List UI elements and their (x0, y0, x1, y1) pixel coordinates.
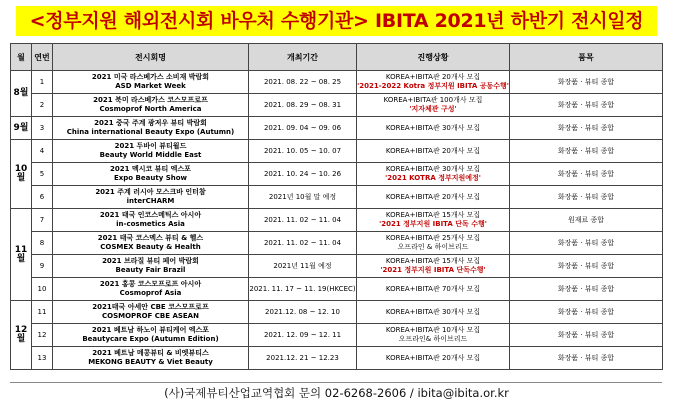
month-cell: 11월 (11, 209, 32, 301)
show-name-en: Beauty World Middle East (99, 151, 202, 159)
status-text: KOREA+IBITA관 70개사 모집 (385, 284, 481, 293)
status-text: KOREA+IBITA관 15개사 모집 (385, 257, 481, 265)
show-cell (53, 140, 249, 163)
category-cell: 화장품 · 뷰티 종합 (510, 324, 663, 347)
seq-cell: 4 (32, 140, 53, 163)
show-name-ko: 2021 브라질 뷰티 페어 박람회 (102, 257, 199, 265)
show-name-ko: 2021 북미 라스베가스 코스모프로프 (93, 96, 208, 104)
show-name-ko: 2021 중국 주계 광저우 뷰티 박람회 (94, 119, 207, 127)
category-cell: 화장품 · 뷰티 종합 (510, 255, 663, 278)
show-name-en: China international Beauty Expo (Autumn) (66, 128, 235, 136)
seq-cell: 5 (32, 163, 53, 186)
show-cell (53, 324, 249, 347)
show-name-en: Expo Beauty Show (114, 174, 187, 182)
show-cell (53, 71, 249, 94)
seq-cell: 8 (32, 232, 53, 255)
month-cell: 12월 (11, 301, 32, 370)
period-cell: 2021.12. 08 ~ 12. 10 (249, 301, 357, 324)
schedule-table (10, 43, 663, 370)
footer-divider (10, 382, 662, 383)
show-name-en: COSMOPROF CBE ASEAN (102, 312, 199, 320)
table-row (11, 163, 663, 186)
period-cell: 2021. 12. 09 ~ 12. 11 (249, 324, 357, 347)
status-text: KOREA+IBITA관 100개사 모집 (383, 96, 483, 104)
status-note: '2021 정부지원 IBITA 단독수행' (380, 266, 486, 274)
period-cell: 2021.12. 21 ~ 12.23 (249, 347, 357, 370)
category-cell: 화장품 · 뷰티 종합 (510, 94, 663, 117)
show-name-en: ASD Market Week (115, 82, 186, 90)
show-name-en: interCHARM (126, 197, 175, 205)
show-name-ko: 2021태국 아세안 CBE 코스모프로프 (92, 303, 209, 311)
month-cell: 9월 (11, 117, 32, 140)
page-title: <정부지원 해외전시회 바우처 수행기관> IBITA 2021년 하반기 전시일정 (16, 6, 657, 36)
status-text: KOREA+IBITA관 20개사 모집 (385, 146, 481, 155)
table-row (11, 186, 663, 209)
status-cell (357, 324, 510, 347)
show-name-ko: 2021 베트남 하노이 뷰티케어 엑스포 (91, 326, 210, 334)
table-row (11, 140, 663, 163)
seq-cell: 13 (32, 347, 53, 370)
category-cell: 화장품 · 뷰티 종합 (510, 71, 663, 94)
seq-cell: 11 (32, 301, 53, 324)
show-name-en: Cosmoprof North America (99, 105, 202, 113)
show-name-en: COSMEX Beauty & Health (100, 243, 201, 251)
show-name-ko: 2021 홍콩 코스모프로프 아시아 (99, 280, 202, 288)
status-cell (357, 278, 510, 301)
period-cell: 2021. 08. 22 ~ 08. 25 (249, 71, 357, 94)
show-name-en: in-cosmetics Asia (116, 220, 185, 228)
table-row (11, 278, 663, 301)
table-row (11, 71, 663, 94)
month-cell: 8월 (11, 71, 32, 117)
status-cell (357, 117, 510, 140)
category-cell: 화장품 · 뷰티 종합 (510, 232, 663, 255)
table-row (11, 94, 663, 117)
show-cell (53, 209, 249, 232)
category-cell: 화장품 · 뷰티 종합 (510, 186, 663, 209)
status-text: KOREA+IBITA관 30개사 모집 (385, 165, 481, 173)
status-cell (357, 209, 510, 232)
seq-cell: 12 (32, 324, 53, 347)
category-cell: 화장품 · 뷰티 종합 (510, 140, 663, 163)
show-cell (53, 232, 249, 255)
header-category: 품목 (510, 44, 663, 71)
show-name-ko: 2021 멕시코 뷰티 엑스포 (110, 165, 191, 173)
status-cell (357, 347, 510, 370)
status-text: KOREA+IBITA관 15개사 모집 (385, 211, 481, 219)
show-cell (53, 347, 249, 370)
period-cell: 2021. 10. 24 ~ 10. 26 (249, 163, 357, 186)
status-cell (357, 186, 510, 209)
period-cell: 2021. 10. 05 ~ 10. 07 (249, 140, 357, 163)
status-note: '지자체관 구성' (409, 105, 457, 113)
show-name-ko: 2021 미국 라스베가스 소비재 박람회 (91, 73, 210, 81)
show-name-en: Beauty Fair Brazil (115, 266, 186, 274)
status-cell (357, 163, 510, 186)
period-cell: 2021년 11월 예정 (249, 255, 357, 278)
header-seq: 연번 (32, 44, 53, 71)
status-note: '2021 정부지원 IBITA 단독 수행' (379, 220, 487, 228)
status-cell (357, 255, 510, 278)
status-text: KOREA+IBITA관 10개사 모집 (385, 326, 481, 334)
seq-cell: 7 (32, 209, 53, 232)
period-cell: 2021. 11. 02 ~ 11. 04 (249, 209, 357, 232)
status-cell (357, 140, 510, 163)
status-cell (357, 232, 510, 255)
seq-cell: 10 (32, 278, 53, 301)
show-cell (53, 163, 249, 186)
show-cell (53, 186, 249, 209)
seq-cell: 1 (32, 71, 53, 94)
contact-footer: (사)국제뷰티산업교역협회 문의 02-6268-2606 / ibita@ibita.or.kr (164, 386, 509, 400)
status-text: KOREA+IBITA관 30개사 모집 (385, 307, 481, 316)
period-cell: 2021. 11. 17 ~ 11. 19(HKCEC) (249, 278, 357, 301)
show-name-en: Cosmoprof Asia (119, 289, 182, 297)
seq-cell: 6 (32, 186, 53, 209)
seq-cell: 9 (32, 255, 53, 278)
table-row (11, 301, 663, 324)
status-text: KOREA+IBITA관 20개사 모집 (385, 192, 481, 201)
header-period: 개최기간 (249, 44, 357, 71)
header-month: 월 (11, 44, 32, 71)
table-row (11, 117, 663, 140)
status-note: 오프라인& 하이브리드 (398, 335, 468, 343)
show-cell (53, 94, 249, 117)
status-text: KOREA+IBITA관 30개사 모집 (385, 123, 481, 132)
table-row (11, 347, 663, 370)
header-show: 전시회명 (53, 44, 249, 71)
status-text: KOREA+IBITA관 20개사 모집 (385, 73, 481, 81)
show-cell (53, 301, 249, 324)
status-cell (357, 94, 510, 117)
seq-cell: 2 (32, 94, 53, 117)
period-cell: 2021. 09. 04 ~ 09. 06 (249, 117, 357, 140)
show-name-en: Beautycare Expo (Autumn Edition) (82, 335, 219, 343)
table-row (11, 232, 663, 255)
period-cell: 2021년 10월 말 예정 (249, 186, 357, 209)
month-cell: 10월 (11, 140, 32, 209)
show-name-ko: 2021 베트남 메콩뷰티 & 비엣뷰티스 (92, 349, 209, 357)
show-name-ko: 2021 두바이 뷰티월드 (114, 142, 187, 150)
show-name-ko: 2021 주계 러시아 모스크바 인터참 (95, 188, 206, 196)
status-cell (357, 71, 510, 94)
category-cell: 화장품 · 뷰티 종합 (510, 278, 663, 301)
show-name-en: MEKONG BEAUTY & Viet Beauty (88, 358, 213, 366)
period-cell: 2021. 11. 02 ~ 11. 04 (249, 232, 357, 255)
category-cell: 원재료 종합 (510, 209, 663, 232)
status-text: KOREA+IBITA관 20개사 모집 (385, 353, 481, 362)
show-cell (53, 278, 249, 301)
status-cell (357, 301, 510, 324)
table-row (11, 255, 663, 278)
category-cell: 화장품 · 뷰티 종합 (510, 301, 663, 324)
header-row (11, 44, 663, 71)
show-name-ko: 2021 태국 코스멕스 뷰티 & 헬스 (97, 234, 204, 242)
seq-cell: 3 (32, 117, 53, 140)
category-cell: 화장품 · 뷰티 종합 (510, 163, 663, 186)
category-cell: 화장품 · 뷰티 종합 (510, 117, 663, 140)
show-cell (53, 117, 249, 140)
period-cell: 2021. 08. 29 ~ 08. 31 (249, 94, 357, 117)
table-row (11, 324, 663, 347)
status-note: 오프라인 & 하이브리드 (397, 243, 469, 251)
show-cell (53, 255, 249, 278)
status-note: '2021 KOTRA 정부지원예정' (385, 174, 481, 182)
category-cell: 화장품 · 뷰티 종합 (510, 347, 663, 370)
header-status: 진행상황 (357, 44, 510, 71)
table-row (11, 209, 663, 232)
show-name-ko: 2021 태국 인코스메틱스 아시아 (99, 211, 202, 219)
status-text: KOREA+IBITA관 25개사 모집 (385, 234, 481, 242)
status-note: '2021-2022 Kotra 정부지원 IBITA 공동수행' (357, 82, 509, 90)
